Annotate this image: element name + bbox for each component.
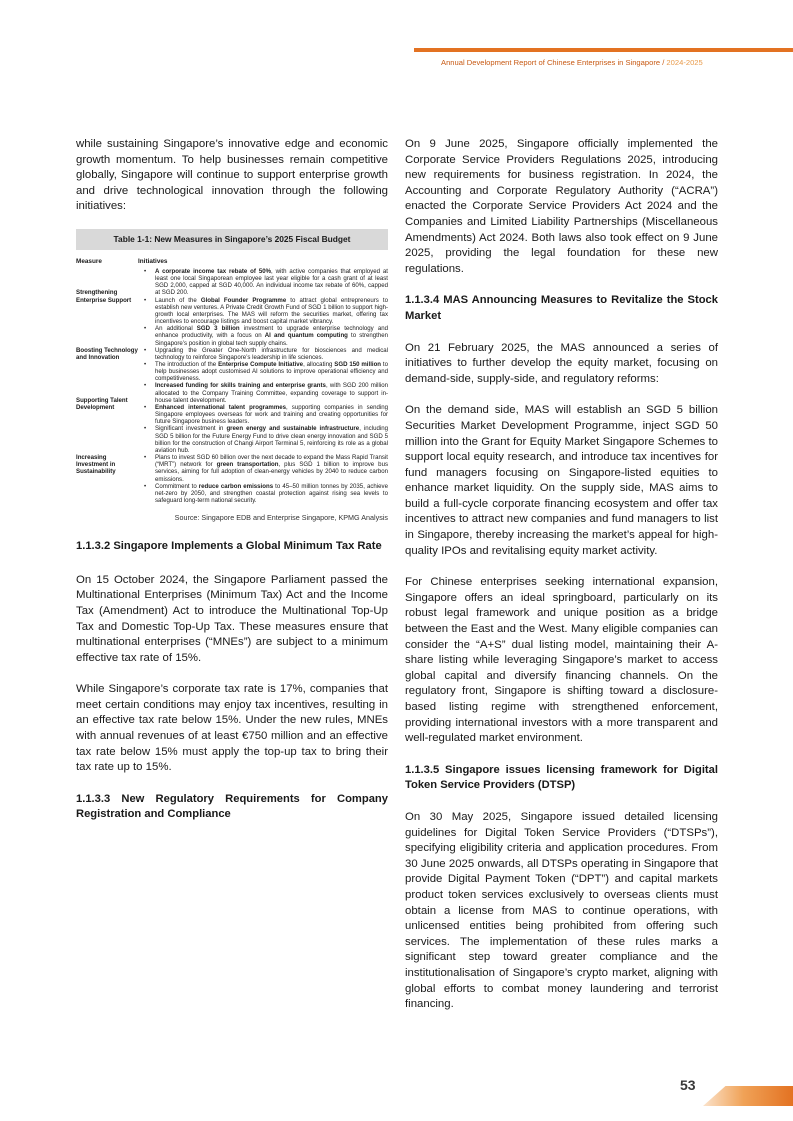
initiative-text: Significant investment in	[155, 425, 227, 433]
initiative-highlight: Enterprise Compute Initiative	[218, 361, 304, 368]
initiatives-cell	[142, 425, 388, 504]
paragraph-chinese-enterprises: For Chinese enterprises seeking international expansion, Singapore offers an ideal springboard, particularly on its robust legal framework and unique position as a bridge between the East and the West. Many eligible companies can consider the “A+S” dual listing model, maintaining their A-share listing while leveraging Singapore’s market to access global capital and diversify financing channels. On the regulatory front, Singapore is shifting toward a disclosure-based listing regime with strengthened enforcement, providing international investors with a more transparent and well-regulated market environment.	[405, 576, 718, 745]
paragraph-top-up-tax: While Singapore’s corporate tax rate is 17%, companies that meet certain conditions may enjoy tax incentives, resulting in an effective tax rate below 15%. Under the new rules, MNEs with annual revenues of at least €750 million and an effective tax rate below 15% must apply the top-up tax to bring their tax rate up to 15%.	[76, 683, 388, 774]
heading-1135: 1.1.3.5 Singapore issues licensing framework for Digital Token Service Providers (DTSP)	[405, 763, 718, 792]
initiatives-cell	[142, 382, 388, 425]
report-years: 2024-2025	[666, 58, 703, 67]
initiative-highlight: A corporate income tax rebate of 50%	[155, 267, 272, 275]
paragraph-demand-supply: On the demand side, MAS will establish an SGD 5 billion Securities Market Development Programme, inject SGD 50 million into the Grant for Equity Market Singapore Schemes to support local equity research, and introduce tax incentives for fund managers focusing on Singapore-listed equities to enhance market liquidity. On the supply side, MAS aims to build a full-cycle corporate financing ecosystem and offer tax incentives to attract new companies and fund managers to list in Singapore, thereby increasing the market’s appeal for high-quality IPOs and revitalising equity market activity.	[405, 404, 718, 557]
initiative-item	[142, 297, 388, 326]
initiative-text: Plans to invest SGD 60 billion over the next decade to expand the Mass Rapid Transit (“MRT”) network for	[155, 454, 388, 469]
initiative-text: , plus SGD 1 billion to improve bus services, aiming for full adoption of clean-energy vehicles by 2040 to reduce carbon emissions.	[155, 461, 389, 483]
left-column	[76, 137, 388, 823]
initiatives-cell	[142, 268, 388, 325]
initiative-text: , allocating	[303, 361, 335, 368]
heading-1132: 1.1.3.2 Singapore Implements a Global Minimum Tax Rate	[76, 540, 382, 553]
initiative-text: An additional	[155, 325, 197, 333]
initiative-highlight: green transportation	[216, 461, 279, 469]
initiative-item	[142, 404, 388, 425]
initiative-text: to strengthen Singapore’s position in global tech supply chains.	[155, 332, 389, 347]
initiatives-list	[142, 268, 388, 325]
initiative-text: Upgrading the Greater One-North infrastructure for biosciences and medical technology to reinforce Singapore’s leadership in life sciences.	[155, 346, 388, 361]
initiative-text: , including SGD 5 billion for the Future Energy Fund to drive clean energy innovation and SGD 5 billion for the construction of Changi Airport Terminal 5, reinforcing its role as a global aviation hub.	[155, 425, 388, 454]
initiatives-cell	[142, 325, 388, 382]
initiative-text: to attract global entrepreneurs to establish new ventures. A Private Credit Growth Fund of SGD 1 billion to support high-growth local enterprises. The MAS will reform the securities market, offering tax incentives to encourage listings and boost capital market vibrancy.	[155, 296, 388, 326]
table-header-row	[76, 258, 388, 265]
initiative-text: The introduction of the	[155, 361, 219, 368]
table-title: Table 1-1: New Measures in Singapore’s 2025 Fiscal Budget	[76, 229, 388, 250]
column-header-initiatives: Initiatives	[138, 257, 168, 265]
measures-table-body	[76, 268, 388, 504]
footer-accent-bar	[703, 1086, 793, 1106]
table-row	[76, 425, 388, 504]
heading-1133: 1.1.3.3 New Regulatory Requirements for Company Registration and Compliance	[76, 792, 388, 821]
initiative-text: to 45–50 million tonnes by 2035, achieve net-zero by 2050, and strengthen coastal protection against rising sea levels to safeguard long-term national security.	[155, 482, 388, 504]
right-column	[405, 137, 718, 1013]
budget-measures-table	[76, 229, 388, 522]
initiative-text: Commitment to	[155, 482, 199, 490]
heading-1134: 1.1.3.4 MAS Announcing Measures to Revitalize the Stock Market	[405, 294, 718, 322]
initiative-highlight: SGD 150 million	[334, 361, 382, 368]
initiatives-list	[142, 325, 388, 382]
table-row	[76, 268, 388, 325]
measure-cell: Supporting Talent Development	[76, 396, 128, 411]
initiatives-list	[142, 382, 388, 425]
paragraph-minimum-tax: On 15 October 2024, the Singapore Parliament passed the Multinational Enterprises (Minimum Tax) Act and the Income Tax (Amendment) Act to introduce the Multinational Top-Up Tax and Domestic Top-Up Tax. These measures ensure that multinational enterprises (“MNEs”) are subject to a minimum effective tax rate of 15%.	[76, 573, 388, 664]
initiative-item	[142, 483, 388, 504]
header-accent-bar	[414, 48, 793, 52]
initiative-text: investment to upgrade enterprise technology and enhance productivity, with a focus on	[155, 325, 389, 340]
table-row	[76, 325, 388, 382]
initiative-item	[142, 268, 388, 297]
initiative-highlight: green energy and sustainable infrastructure	[226, 425, 360, 433]
running-header	[441, 58, 781, 67]
initiative-item	[142, 325, 388, 346]
page-number: 53	[680, 1077, 696, 1093]
initiative-text: to help businesses adopt customised AI solutions to improve operational efficiency and competitiveness.	[155, 361, 388, 383]
initiative-highlight: Increased funding for skills training and enterprise grants	[155, 382, 326, 390]
initiative-item	[142, 361, 388, 382]
initiative-highlight: reduce carbon emissions	[198, 482, 274, 490]
initiative-text: , supporting companies in sending Singapore employees overseas for work and training and creating opportunities for future Singapore business leaders.	[155, 403, 389, 426]
initiative-highlight: SGD 3 billion	[196, 325, 240, 333]
initiative-item	[142, 425, 388, 454]
initiative-text: , with active companies that employed at least one local Singaporean employee last year eligible for a cash grant of at least SGD 2,000, capped at SGD 40,000. An individual income tax rebate of 60%, capped at SGD 200.	[155, 267, 388, 297]
initiative-item	[142, 347, 388, 361]
initiative-text: , with SGD 200 million allocated to the Company Training Committee, expanding coverage to support in-house talent development.	[155, 382, 388, 404]
initiative-highlight: Global Founder Programme	[200, 296, 287, 304]
intro-paragraph: while sustaining Singapore’s innovative edge and economic growth momentum. To help businesses remain competitive globally, Singapore will continue to support enterprise growth and drive technological innovation through the following initiatives:	[76, 138, 388, 213]
paragraph-dtsp: On 30 May 2025, Singapore issued detailed licensing guidelines for Digital Token Service Providers (“DTSPs”), specifying eligibility criteria and application procedures. From 30 June 2025 onwards, all DTSPs operating in Singapore that provide Digital Payment Token (“DPT”) and capital markets product token services exclusively to overseas clients must obtain a license from MAS to continue operations, with unlicensed entities being prohibited from offering such services. The implementation of these rules marks a significant step toward greater compliance and the institutionalisation of Singapore’s crypto market, aligning with global efforts to combat money laundering and terrorist financing.	[405, 810, 718, 1011]
measure-cell: Strengthening Enterprise Support	[76, 289, 132, 304]
initiative-highlight: Enhanced international talent programmes	[155, 403, 287, 411]
paragraph-mas-announcement: On 21 February 2025, the MAS announced a series of initiatives to further develop the equity market, focusing on demand-side, supply-side, and regulatory reforms:	[405, 341, 718, 385]
initiative-item	[142, 382, 388, 403]
paragraph-csp-regulations: On 9 June 2025, Singapore officially implemented the Corporate Service Providers Regulations 2025, introducing new requirements for business registration. In 2024, the Accounting and Corporate Regulatory Authority (“ACRA”) enacted the Corporate Service Providers Act 2024 and the Companies and Limited Liability Partnerships (Miscellaneous Amendments) Act 2024. Both laws also took effect on 9 June 2025, providing the legal foundation for these new regulations.	[405, 138, 718, 275]
measure-cell: Boosting Technology and Innovation	[76, 346, 138, 361]
measure-cell: Increasing Investment in Sustainability	[76, 454, 116, 476]
initiative-highlight: AI and quantum computing	[264, 332, 348, 340]
initiatives-list	[142, 425, 388, 504]
column-header-measure: Measure	[76, 257, 102, 265]
report-title: Annual Development Report of Chinese Enterprises in Singapore /	[441, 58, 667, 67]
initiative-text: Launch of the	[155, 296, 201, 304]
initiative-item	[142, 454, 388, 483]
table-source: Source: Singapore EDB and Enterprise Singapore, KPMG Analysis	[174, 513, 388, 523]
table-row	[76, 382, 388, 425]
